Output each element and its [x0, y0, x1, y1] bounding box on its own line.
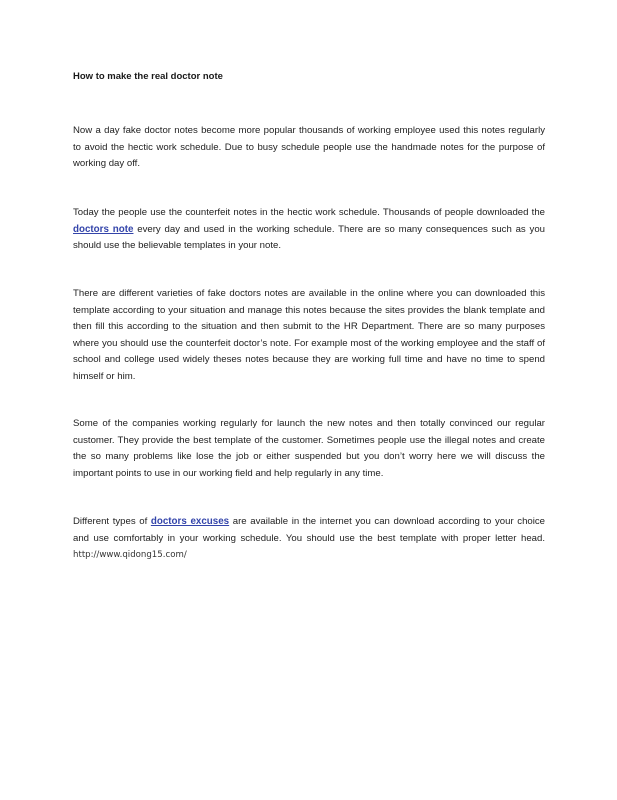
paragraph-5	[73, 514, 545, 564]
paragraph-1: Now a day fake doctor notes become more popular thousands of working employee used this notes regularly to avoid the hectic work schedule. Due to busy schedule people use the handmade notes for the purpose of working day off.	[73, 125, 545, 169]
paragraph-5-text-start: Different types of	[73, 516, 151, 527]
paragraph-3: There are different varieties of fake doctors notes are available in the online where you can downloaded this template according to your situation and manage this notes because the sites provides the blank template and then fill this according to the situation and then submit to the HR Department. There are so many purposes where you should use the counterfeit doctor’s note. For example most of the working employee and the staff of school and college used widely theses notes because they are working full time and have no time to spend himself or him.	[73, 288, 545, 382]
doctors-note-link[interactable]: doctors note	[73, 223, 134, 235]
paragraph-2-text-end: every day and used in the working schedule. There are so many consequences such as you should use the believable templates in your note.	[73, 223, 546, 251]
paragraph-2	[73, 205, 545, 255]
doctors-excuses-link[interactable]: doctors excuses	[150, 516, 230, 527]
paragraph-2-text-start: Today the people use the counterfeit notes in the hectic work schedule. Thousands of people downloaded the	[73, 207, 545, 218]
paragraph-4: Some of the companies working regularly for launch the new notes and then totally convinced our regular customer. They provide the best template of the customer. Sometimes people use the illegal notes and create the so many problems like lose the job or either suspended but you don’t worry here we will discuss the important points to use in our working field and help regularly in any time.	[73, 418, 545, 479]
paragraph-5-text-end: are available in the internet you can download according to your choice and use comfortably in your working schedule. You should use the best template with proper letter head.	[73, 516, 546, 544]
website-url: http://www.qidong15.com/	[73, 550, 187, 560]
document-title: How to make the real doctor note	[73, 71, 223, 82]
